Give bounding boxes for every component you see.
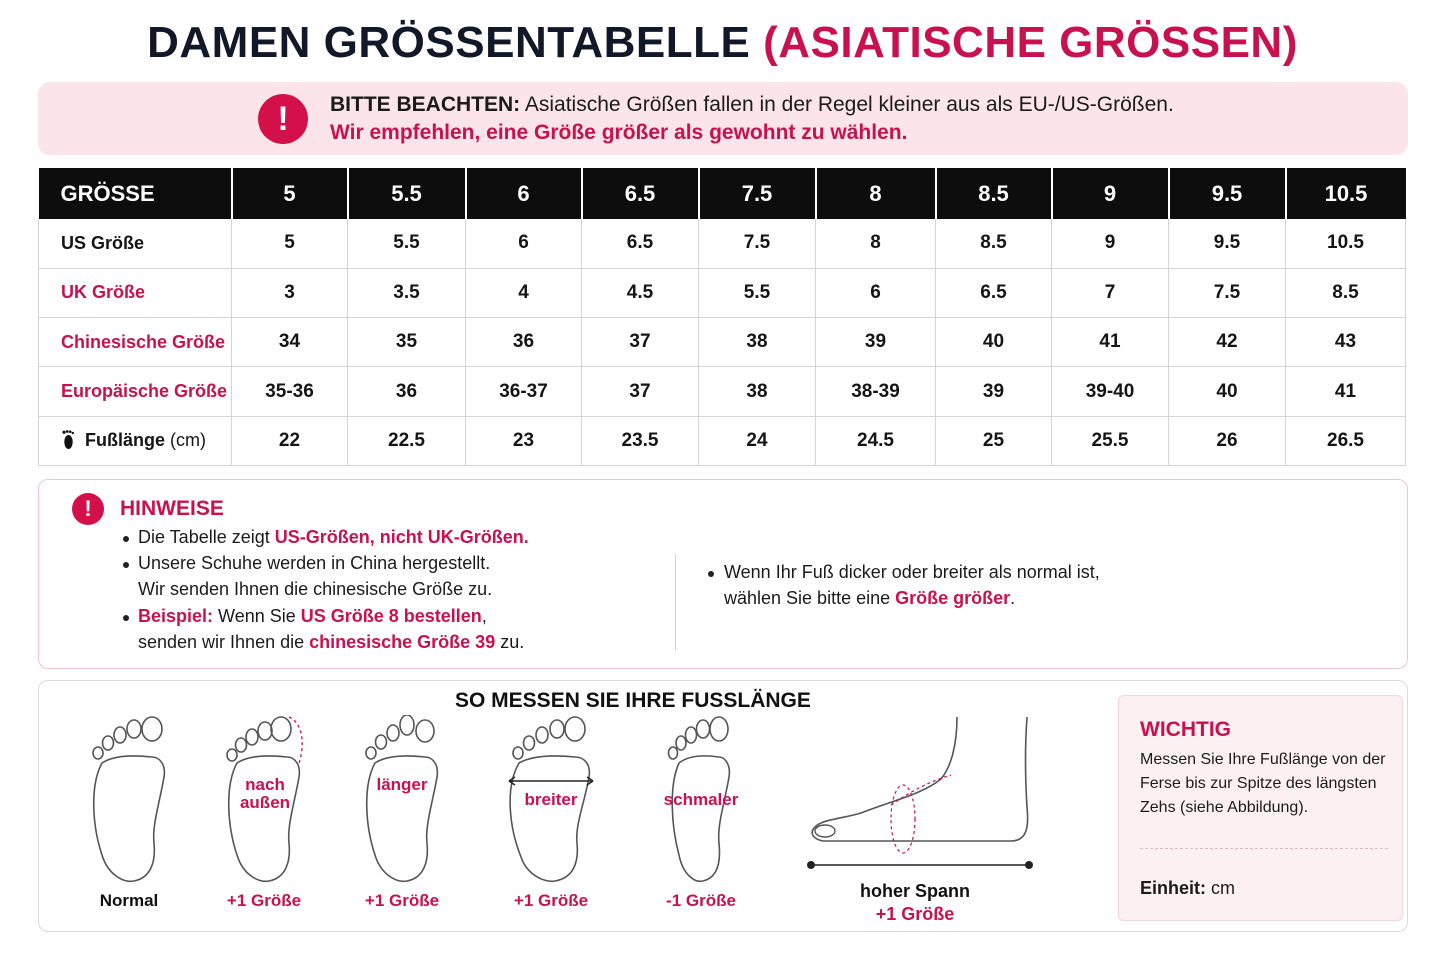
bullet-dot [123,536,129,542]
foot-label: außen [239,793,291,812]
table-cell: 4.5 [582,268,699,317]
notes-panel [38,479,1408,669]
table-cell: 39 [816,318,936,367]
table-cell: 23 [466,416,582,465]
foot-caption: +1 Größe [513,891,589,910]
size-table-header [39,168,1406,219]
foot-length-unit: (cm) [170,430,206,451]
table-cell: 5.5 [348,219,466,268]
note-3a [138,606,487,627]
header-size-col: 9.5 [1169,168,1286,219]
note-text: Wenn Sie [213,606,301,626]
exclamation-icon: ! [72,493,104,525]
foot-label: nach [245,775,285,794]
foot-label: breiter [524,790,578,809]
note-text: senden wir Ihnen die [138,632,310,652]
table-cell: 42 [1169,318,1286,367]
table-cell: 41 [1052,318,1169,367]
header-size-col: 8.5 [936,168,1052,219]
note-text: , [481,606,487,626]
note-text: wählen Sie bitte eine [724,588,896,608]
header-size-col: 8 [816,168,936,219]
footprint-icon [61,430,75,450]
table-cell: 26.5 [1286,416,1406,465]
foot-caption: +1 Größe [364,891,440,910]
page-title [0,18,1445,68]
important-title: WICHTIG [1140,718,1231,741]
measure-panel [38,680,1408,932]
title-main: DAMEN GRÖSSENTABELLE [147,18,751,67]
note-highlight: US-Größen, nicht UK-Größen. [274,527,529,547]
table-cell: 34 [232,318,348,367]
table-cell: 26 [1169,416,1286,465]
note-3b [138,632,524,653]
unit-line [1140,878,1235,899]
table-cell: 38-39 [816,367,936,416]
table-cell: 35-36 [232,367,348,416]
unit-label: Einheit: [1140,878,1206,898]
table-cell: 7.5 [1169,268,1286,317]
notice-body: Asiatische Größen fallen in der Regel kleiner aus als EU-/US-Größen. [524,93,1174,116]
row-label: Europäische Größe [39,367,232,416]
row-label: Chinesische Größe [39,318,232,367]
table-cell: 9.5 [1169,219,1286,268]
table-cell: 24.5 [816,416,936,465]
note-highlight: Beispiel: [138,606,214,626]
table-cell: 10.5 [1286,219,1406,268]
table-cell: 5 [232,219,348,268]
table-cell: 41 [1286,367,1406,416]
header-size-col: 6 [466,168,582,219]
important-text: Messen Sie Ihre Fußlänge von der Ferse bis zur Spitze des längsten Zehs (siehe Abbildung). [1140,751,1386,816]
note-1 [138,527,529,548]
table-cell: 43 [1286,318,1406,367]
table-cell: 25 [936,416,1052,465]
table-cell: 40 [1169,367,1286,416]
table-cell: 8 [816,219,936,268]
notice-banner [38,82,1408,155]
table-cell: 23.5 [582,416,699,465]
notes-divider [675,554,676,650]
table-cell: 9 [1052,219,1169,268]
notice-text [330,93,1174,117]
header-size-col: 6.5 [582,168,699,219]
table-cell: 24 [699,416,816,465]
row-us-size [39,219,1406,268]
foot-caption: +1 Größe [226,891,302,910]
foot-length-label: Fußlänge [85,430,165,451]
note-highlight: US Größe 8 bestellen [300,606,482,626]
important-divider [1140,848,1388,849]
row-foot-length [39,416,1406,465]
note-highlight: chinesische Größe 39 [309,632,496,652]
foot-normal-illustration [84,715,174,887]
header-size-col: 7.5 [699,168,816,219]
table-cell: 4 [466,268,582,317]
table-cell: 37 [582,318,699,367]
bullet-dot [708,571,714,577]
header-size-col: 5.5 [348,168,466,219]
table-cell: 8.5 [936,219,1052,268]
size-table [38,168,1406,466]
table-cell: 5.5 [699,268,816,317]
table-cell: 22.5 [348,416,466,465]
title-accent: (ASIATISCHE GRÖSSEN) [763,18,1298,67]
important-box [1118,695,1403,921]
table-cell: 6.5 [582,219,699,268]
note-text: Die Tabelle zeigt [138,527,275,547]
table-cell: 39 [936,367,1052,416]
row-chinese-size [39,318,1406,367]
table-cell: 36 [348,367,466,416]
high-instep-illustration [801,715,1037,871]
table-cell: 35 [348,318,466,367]
row-label: UK Größe [39,268,232,317]
note-text: . [1010,588,1016,608]
note-4b [724,588,1015,609]
table-cell: 7.5 [699,219,816,268]
notice-recommendation: Wir empfehlen, eine Größe größer als gewohnt zu wählen. [330,121,908,144]
table-cell: 6.5 [936,268,1052,317]
header-size-col: 9 [1052,168,1169,219]
table-cell: 40 [936,318,1052,367]
instep-label: hoher Spann [859,881,970,901]
foot-caption: -1 Größe [666,891,736,910]
table-cell: 6 [816,268,936,317]
table-cell: 38 [699,318,816,367]
table-cell: 39-40 [1052,367,1169,416]
row-label: US Größe [39,219,232,268]
note-text: zu. [495,632,525,652]
table-cell: 36 [466,318,582,367]
bullet-dot [123,615,129,621]
foot-label: länger [376,775,428,794]
table-cell: 6 [466,219,582,268]
row-european-size [39,367,1406,416]
table-cell: 37 [582,367,699,416]
header-size-label: GRÖSSE [39,168,232,219]
foot-longer-illustration [357,715,447,887]
notice-label: BITTE BEACHTEN: [330,93,521,116]
exclamation-icon: ! [258,94,308,144]
table-cell: 7 [1052,268,1169,317]
header-size-col: 10.5 [1286,168,1406,219]
note-2b: Wir senden Ihnen die chinesische Größe zu. [138,579,493,599]
row-label [39,416,232,465]
table-cell: 22 [232,416,348,465]
table-cell: 8.5 [1286,268,1406,317]
table-cell: 3.5 [348,268,466,317]
note-highlight: Größe größer [895,588,1011,608]
row-uk-size [39,268,1406,317]
header-size-col: 5 [232,168,348,219]
instep-caption: +1 Größe [875,904,955,924]
note-4a: Wenn Ihr Fuß dicker oder breiter als normal ist, [724,562,1100,582]
unit-value: cm [1206,878,1235,898]
note-2a: Unsere Schuhe werden in China hergestellt. [138,553,491,573]
bullet-dot [123,562,129,568]
notes-title: HINWEISE [120,497,224,520]
table-cell: 25.5 [1052,416,1169,465]
foot-label: schmaler [663,790,739,809]
table-cell: 36-37 [466,367,582,416]
table-cell: 3 [232,268,348,317]
measure-title: SO MESSEN SIE IHRE FUSSLÄNGE [455,689,811,712]
foot-caption: Normal [99,891,159,910]
table-cell: 38 [699,367,816,416]
